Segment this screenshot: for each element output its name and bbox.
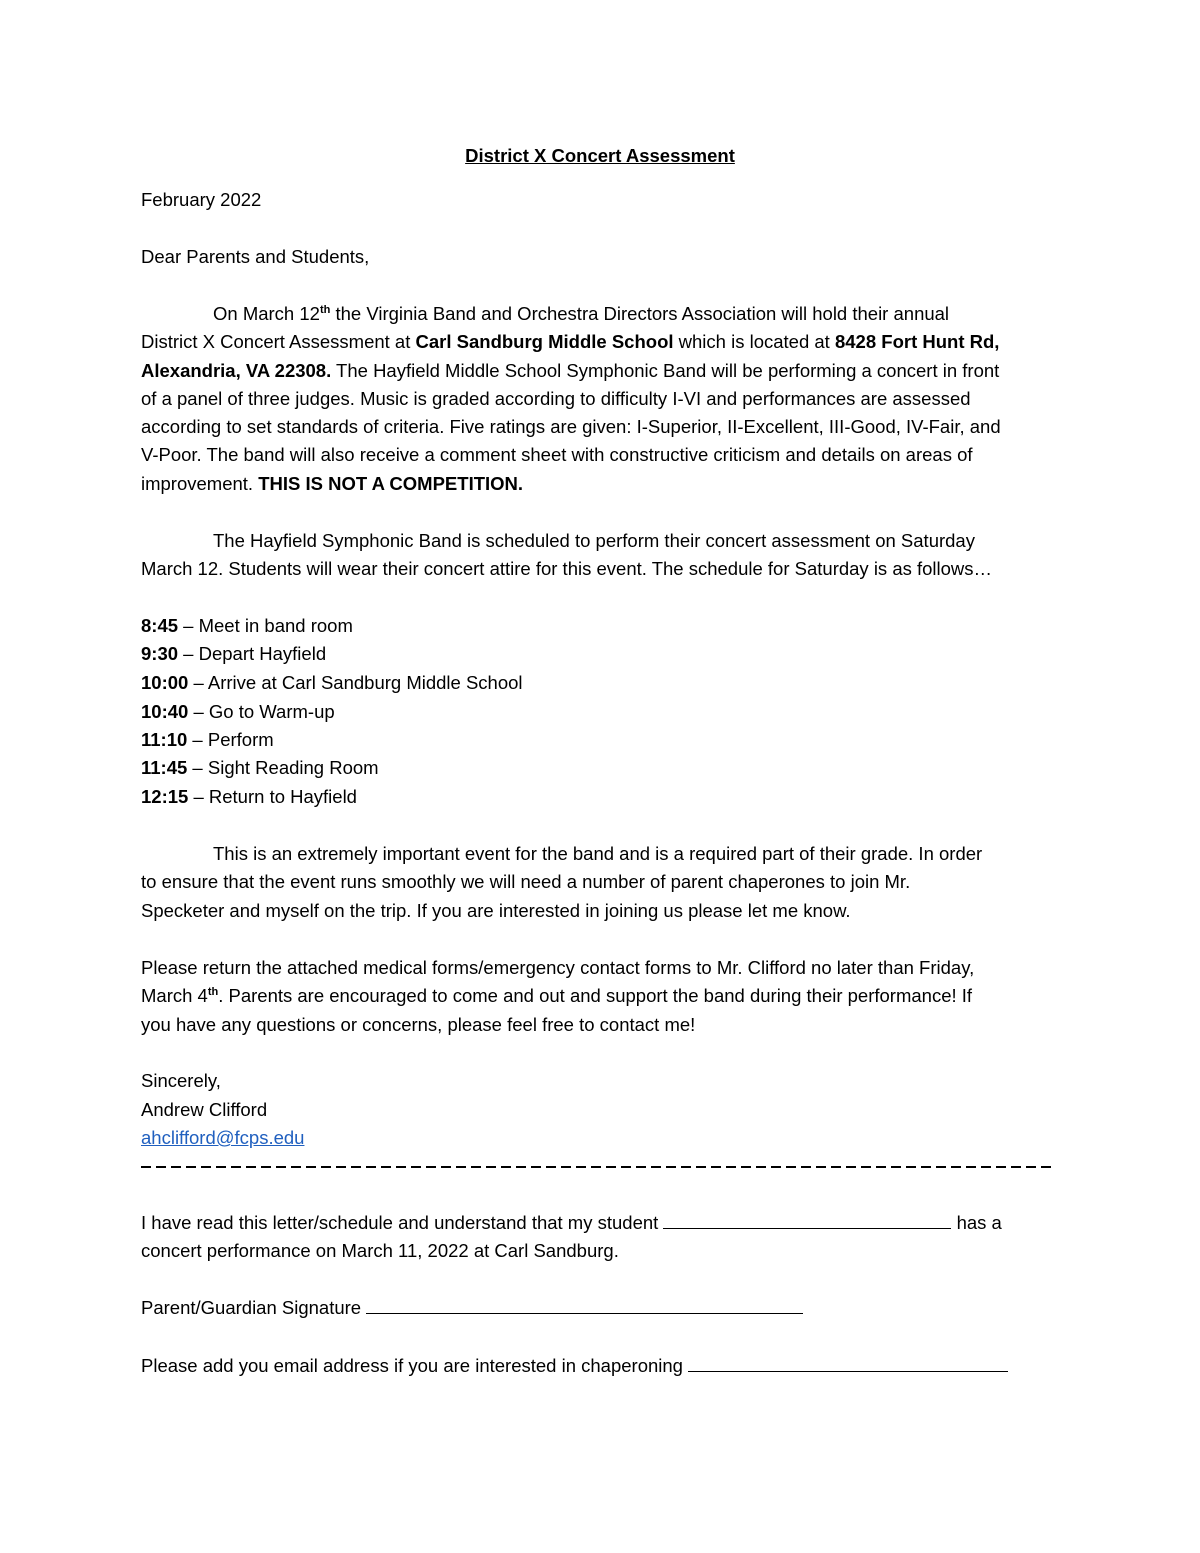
schedule-time: 8:45 — [141, 615, 179, 636]
schedule-event: – Go to Warm-up — [188, 701, 335, 722]
para1-line1 — [213, 302, 949, 326]
para1-line4: of a panel of three judges. Music is graded according to difficulty I-VI and performances are assessed — [141, 388, 971, 409]
salutation: Dear Parents and Students, — [141, 246, 370, 267]
acknowledgement-line1 — [141, 1211, 1002, 1235]
chaperone-email-line — [141, 1354, 1008, 1378]
para4-line2 — [141, 984, 972, 1008]
signature-line — [141, 1296, 803, 1320]
signature-label: Parent/Guardian Signature — [141, 1297, 367, 1318]
para1-text: District X Concert Assessment at — [141, 331, 416, 352]
student-name-field[interactable] — [663, 1212, 951, 1229]
schedule-event: – Arrive at Carl Sandburg Middle School — [188, 672, 523, 693]
schedule-item — [141, 756, 379, 780]
schedule-item — [141, 614, 353, 638]
letter-date: February 2022 — [141, 189, 262, 210]
para1-text: On March 12 — [213, 303, 320, 324]
schedule-time: 11:10 — [141, 729, 188, 750]
parent-signature-field[interactable] — [366, 1297, 803, 1314]
address-city: Alexandria, VA 22308. — [141, 360, 332, 381]
email-link-text[interactable]: ahclifford@fcps.edu — [141, 1127, 305, 1148]
schedule-event: – Depart Hayfield — [178, 643, 327, 664]
cut-line-divider — [141, 1166, 1055, 1168]
para1-line6: V-Poor. The band will also receive a comment sheet with constructive criticism and details on areas of — [141, 444, 973, 465]
schedule-event: – Sight Reading Room — [187, 757, 379, 778]
para4-text: . Parents are encouraged to come and out and support the band during their performance! If — [218, 985, 973, 1006]
schedule-time: 11:45 — [141, 757, 188, 778]
para1-line5: according to set standards of criteria. Five ratings are given: I-Superior, II-Excellent, III-Good, IV-Fair, and — [141, 416, 1001, 437]
superscript: th — [319, 303, 331, 316]
para4-text: March 4 — [141, 985, 208, 1006]
email-link[interactable] — [141, 1126, 304, 1150]
para1-line2 — [141, 330, 999, 354]
schedule-event: – Meet in band room — [178, 615, 353, 636]
acknowledgement-text: I have read this letter/schedule and understand that my student — [141, 1212, 664, 1233]
schedule-time: 10:00 — [141, 672, 189, 693]
para2-line2: March 12. Students will wear their concert attire for this event. The schedule for Saturday is as follows… — [141, 558, 993, 579]
para3-line3: Specketer and myself on the trip. If you are interested in joining us please let me know. — [141, 900, 851, 921]
document-title: District X Concert Assessment — [465, 145, 735, 166]
schedule-item — [141, 700, 335, 724]
para3-line2: to ensure that the event runs smoothly we will need a number of parent chaperones to join Mr. — [141, 871, 911, 892]
schedule-time: 10:40 — [141, 701, 189, 722]
superscript: th — [207, 985, 219, 998]
closing-sincerely: Sincerely, — [141, 1070, 221, 1091]
schedule-event: – Return to Hayfield — [188, 786, 357, 807]
para1-line7 — [141, 472, 523, 496]
address-street: 8428 Fort Hunt Rd, — [834, 331, 1000, 352]
school-name: Carl Sandburg Middle School — [415, 331, 674, 352]
para3-line1: This is an extremely important event for the band and is a required part of their grade. In order — [213, 843, 983, 864]
schedule-item — [141, 785, 357, 809]
signer-name: Andrew Clifford — [141, 1099, 268, 1120]
para4-line3: you have any questions or concerns, please feel free to contact me! — [141, 1014, 696, 1035]
not-competition-notice: THIS IS NOT A COMPETITION. — [258, 473, 524, 494]
schedule-item — [141, 671, 523, 695]
schedule-time: 12:15 — [141, 786, 189, 807]
chaperone-email-field[interactable] — [688, 1355, 1008, 1372]
schedule-time: 9:30 — [141, 643, 179, 664]
para2-line1: The Hayfield Symphonic Band is scheduled to perform their concert assessment on Saturday — [213, 530, 975, 551]
acknowledgement-text: has a — [951, 1212, 1002, 1233]
para1-text: improvement. — [141, 473, 259, 494]
schedule-item — [141, 642, 326, 666]
acknowledgement-line2: concert performance on March 11, 2022 at Carl Sandburg. — [141, 1240, 619, 1261]
para1-text: the Virginia Band and Orchestra Directors Association will hold their annual — [330, 303, 950, 324]
schedule-event: – Perform — [187, 729, 274, 750]
para1-text: The Hayfield Middle School Symphonic Band will be performing a concert in front — [331, 360, 1000, 381]
chaperone-email-label: Please add you email address if you are interested in chaperoning — [141, 1355, 689, 1376]
para4-line1: Please return the attached medical forms/emergency contact forms to Mr. Clifford no later than Friday, — [141, 957, 975, 978]
para1-text: which is located at — [673, 331, 835, 352]
para1-line3 — [141, 359, 999, 383]
schedule-item — [141, 728, 274, 752]
